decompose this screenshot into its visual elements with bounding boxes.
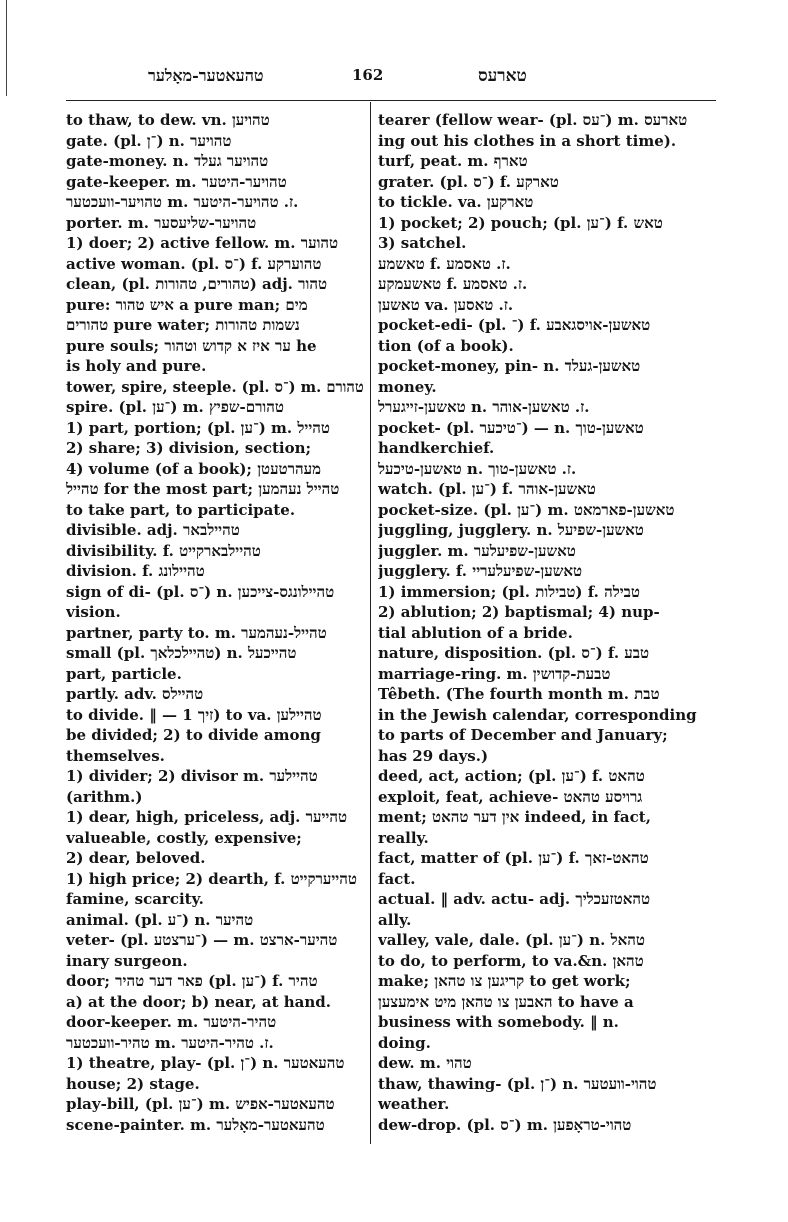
right-entry-line-text: dew. m. טהוי bbox=[378, 1054, 472, 1072]
left-entry-line bbox=[66, 1074, 364, 1095]
right-entry-line-text: ment; אין דער טהאט indeed, in fact, bbox=[378, 808, 651, 826]
right-entry-line-text: pocket- (pl. ־טיכער) — n. טאשען-טוך bbox=[378, 418, 644, 437]
left-entry-line-text: divisibility. f. טהיילבארקייט bbox=[66, 541, 261, 560]
right-entry-line-text: actual. ‖ adv. actu- adj. טהאטזעכליך bbox=[378, 890, 651, 908]
right-entry-line-text: business with somebody. ‖ n. bbox=[378, 1013, 619, 1031]
right-entry-line bbox=[378, 766, 716, 787]
left-entry-line-text: to take part, to participate. bbox=[66, 500, 296, 519]
right-entry-line-text: pocket-money, pin- n. טאשען-געלד bbox=[378, 357, 641, 375]
right-entry-line bbox=[378, 889, 716, 910]
left-entry-line bbox=[66, 438, 364, 459]
right-entry-line bbox=[378, 418, 716, 439]
right-entry-line bbox=[378, 602, 716, 623]
left-entry-line-text: pure souls; ער איז א קדוש וטהור he bbox=[66, 336, 317, 355]
right-entry-line-text: money. bbox=[378, 377, 437, 396]
left-entry-line-text: part, particle. bbox=[66, 664, 182, 683]
left-entry-line bbox=[66, 951, 364, 972]
right-entry-line-text: 1) pocket; 2) pouch; (pl. ־ען) f. טאש bbox=[378, 213, 663, 232]
right-entry-line-text: to tickle. va. טארקען bbox=[378, 193, 534, 211]
left-column bbox=[66, 110, 364, 1135]
right-entry-line bbox=[378, 131, 716, 152]
right-entry-line bbox=[378, 705, 716, 726]
left-entry-line bbox=[66, 479, 364, 500]
left-entry-line bbox=[66, 315, 364, 336]
right-entry-line-text: tial ablution of a bride. bbox=[378, 623, 573, 642]
left-entry-line-text: 1) part, portion; (pl. ־ען) m. טהייל bbox=[66, 418, 330, 437]
right-entry-line bbox=[378, 377, 716, 398]
right-entry-line bbox=[378, 336, 716, 357]
left-entry-line bbox=[66, 274, 364, 295]
right-entry-line-text: juggling, jugglery. n. טאשען-שפיעל bbox=[378, 521, 644, 539]
left-entry-line bbox=[66, 541, 364, 562]
right-entry-line-text: grater. (pl. ־ס) f. טארקע bbox=[378, 172, 559, 191]
left-entry-line bbox=[66, 971, 364, 992]
left-entry-line bbox=[66, 336, 364, 357]
right-entry-line-text: טאשען-זייגערל n. ז. טאשען-אוהר. bbox=[378, 398, 590, 416]
right-entry-line bbox=[378, 623, 716, 644]
right-entry-line bbox=[378, 787, 716, 808]
right-entry-line bbox=[378, 561, 716, 582]
left-entry-line-text: clean, (pl. טהורים, טהורות) adj. טהור bbox=[66, 275, 328, 293]
right-entry-line bbox=[378, 397, 716, 418]
right-entry-line bbox=[378, 848, 716, 869]
right-entry-line bbox=[378, 151, 716, 172]
left-entry-line-text: טהייל for the most part; טהייל נעהמען bbox=[66, 480, 340, 498]
right-entry-line-text: make; קריגען צו טהאן to get work; bbox=[378, 972, 631, 990]
left-entry-line-text: active woman. (pl. ־ס) f. טהוערקע bbox=[66, 254, 322, 273]
left-entry-line-text: inary surgeon. bbox=[66, 951, 188, 970]
left-entry-line-text: gate. (pl. ־ן) n. טהויער bbox=[66, 131, 232, 150]
right-entry-line-text: ing out his clothes in a short time). bbox=[378, 131, 677, 150]
right-entry-line bbox=[378, 930, 716, 951]
left-entry-line-text: play-bill, (pl. ־ען) m. טהעאטער-אפיש bbox=[66, 1095, 335, 1113]
left-entry-line bbox=[66, 766, 364, 787]
left-entry-line-text: door-keeper. m. טהיר-היטער bbox=[66, 1013, 277, 1031]
right-entry-line bbox=[378, 233, 716, 254]
left-entry-line bbox=[66, 377, 364, 398]
right-entry-line bbox=[378, 254, 716, 275]
left-entry-line bbox=[66, 192, 364, 213]
right-entry-line-text: 3) satchel. bbox=[378, 234, 467, 252]
left-entry-line-text: small (pl. טהיילכלאך) n. טהייכעל bbox=[66, 644, 297, 662]
right-entry-line-text: in the Jewish calendar, corresponding bbox=[378, 705, 697, 724]
right-entry-line-text: doing. bbox=[378, 1033, 431, 1052]
left-entry-line bbox=[66, 500, 364, 521]
left-entry-line bbox=[66, 930, 364, 951]
left-entry-line-text: 1) theatre, play- (pl. ־ן) n. טהעאטער bbox=[66, 1054, 345, 1072]
right-entry-line bbox=[378, 684, 716, 705]
right-entry-line-text: fact. bbox=[378, 869, 416, 888]
left-entry-line bbox=[66, 1012, 364, 1033]
right-entry-line bbox=[378, 1115, 716, 1136]
page-edge-line bbox=[6, 0, 7, 96]
left-entry-line-text: 1) dear, high, priceless, adj. טהייער bbox=[66, 808, 348, 826]
right-entry-line bbox=[378, 869, 716, 890]
left-entry-line-text: tower, spire, steeple. (pl. ־ס) m. טהורם bbox=[66, 377, 364, 396]
left-entry-line bbox=[66, 869, 364, 890]
left-entry-line-text: be divided; 2) to divide among bbox=[66, 726, 321, 744]
right-entry-line-text: 2) ablution; 2) baptismal; 4) nup- bbox=[378, 603, 660, 621]
left-entry-line-text: 1) high price; 2) dearth, f. טהייערקייט bbox=[66, 869, 357, 888]
right-entry-line-text: juggler. m. טאשען-שפיעלער bbox=[378, 541, 576, 560]
left-entry-line-text: divisible. adj. טהיילבאר bbox=[66, 521, 240, 539]
left-entry-line bbox=[66, 1053, 364, 1074]
left-entry-line bbox=[66, 828, 364, 849]
right-entry-line-text: tearer (fellow wear- (pl. ־עס) m. טארעס bbox=[378, 111, 688, 129]
left-entry-line-text: sign of di- (pl. ־ס) n. טהיילונגס-צייכען bbox=[66, 582, 335, 601]
left-entry-line bbox=[66, 807, 364, 828]
right-entry-line-text: dew-drop. (pl. ־ס) m. טהוי-טראָפען bbox=[378, 1115, 632, 1134]
right-entry-line-text: to do, to perform, to va.&n. טהאן bbox=[378, 951, 644, 970]
left-entry-line-text: division. f. טהיילונג bbox=[66, 562, 205, 580]
column-separator bbox=[370, 102, 371, 1144]
right-entry-line-text: nature, disposition. (pl. ־ס) f. טבע bbox=[378, 644, 650, 662]
right-entry-line-text: weather. bbox=[378, 1095, 450, 1113]
left-entry-line bbox=[66, 910, 364, 931]
left-entry-line bbox=[66, 110, 364, 131]
page-number: 162 bbox=[352, 66, 384, 84]
left-entry-line bbox=[66, 992, 364, 1013]
right-entry-line bbox=[378, 479, 716, 500]
left-entry-line-text: gate-keeper. m. טהויער-היטער bbox=[66, 172, 287, 191]
left-entry-line-text: 4) volume (of a book); מעהרטעטן bbox=[66, 459, 321, 478]
right-entry-line bbox=[378, 992, 716, 1013]
left-entry-line bbox=[66, 643, 364, 664]
left-entry-line-text: vision. bbox=[66, 603, 121, 621]
left-entry-line-text: scene-painter. m. טהעאטער-מאָלער bbox=[66, 1115, 325, 1134]
left-entry-line-text: pure: איש טהור a pure man; מים bbox=[66, 295, 308, 314]
left-entry-line bbox=[66, 295, 364, 316]
right-entry-line bbox=[378, 1033, 716, 1054]
right-entry-line-text: handkerchief. bbox=[378, 439, 495, 457]
right-entry-line-text: fact, matter of (pl. ־ען) f. טהאט-זאך bbox=[378, 849, 649, 867]
right-entry-line bbox=[378, 951, 716, 972]
right-entry-line-text: האבען צו טהאן מיט אימעצען to have a bbox=[378, 992, 634, 1011]
left-entry-line-text: animal. (pl. ־ע) n. טהיער bbox=[66, 910, 254, 929]
header-rule bbox=[66, 100, 716, 101]
right-entry-line-text: really. bbox=[378, 828, 429, 847]
left-entry-line-text: porter. m. טהויער-שליעסער bbox=[66, 213, 257, 232]
left-entry-line bbox=[66, 746, 364, 767]
left-entry-line-text: (arithm.) bbox=[66, 787, 143, 806]
left-entry-line-text: door; פאר דער טהיר (pl. ־ען) f. טהיר bbox=[66, 972, 318, 990]
right-entry-line-text: טאשען va. ז. טאסען. bbox=[378, 295, 514, 314]
right-entry-line bbox=[378, 213, 716, 234]
right-entry-line-text: טאשעמקע f. ז. טאסמע. bbox=[378, 275, 528, 293]
left-entry-line-text: partly. adv. טהיילס bbox=[66, 685, 204, 703]
right-entry-line bbox=[378, 828, 716, 849]
left-entry-line-text: to divide. ‖ — זיך 1) to va. טהיילען bbox=[66, 705, 322, 724]
left-entry-line-text: 2) share; 3) division, section; bbox=[66, 439, 312, 457]
right-entry-line bbox=[378, 172, 716, 193]
left-entry-line-text: spire. (pl. ־ען) m. טהורם-שפיץ bbox=[66, 398, 284, 416]
right-entry-line-text: jugglery. f. טאשען-שפיעלעריי bbox=[378, 562, 583, 580]
left-entry-line bbox=[66, 356, 364, 377]
left-entry-line-text: טהיר-וועכטער m. ז. טהיר-היטער. bbox=[66, 1033, 274, 1052]
right-entry-line-text: watch. (pl. ־ען) f. טאשען-אוהר bbox=[378, 480, 596, 498]
left-entry-line bbox=[66, 602, 364, 623]
right-entry-line bbox=[378, 520, 716, 541]
left-entry-line bbox=[66, 131, 364, 152]
right-entry-line bbox=[378, 643, 716, 664]
right-entry-line bbox=[378, 356, 716, 377]
right-entry-line-text: 1) immersion; (pl. טבילות) f. טבילה bbox=[378, 582, 640, 601]
right-entry-line-text: deed, act, action; (pl. ־ען) f. טהאט bbox=[378, 767, 645, 785]
right-entry-line-text: tion (of a book). bbox=[378, 336, 514, 355]
right-entry-line bbox=[378, 295, 716, 316]
right-entry-line bbox=[378, 1012, 716, 1033]
left-entry-line bbox=[66, 787, 364, 808]
left-entry-line bbox=[66, 459, 364, 480]
left-entry-line bbox=[66, 418, 364, 439]
right-entry-line-text: thaw, thawing- (pl. ־ן) n. טהוי-וועטער bbox=[378, 1074, 657, 1093]
right-entry-line bbox=[378, 725, 716, 746]
right-entry-line-text: has 29 days.) bbox=[378, 746, 489, 765]
right-entry-line bbox=[378, 807, 716, 828]
left-entry-line-text: 1) doer; 2) active fellow. m. טהוער bbox=[66, 234, 339, 252]
right-entry-line-text: exploit, feat, achieve- גרויסע טהאט bbox=[378, 787, 643, 806]
left-entry-line bbox=[66, 254, 364, 275]
left-entry-line-text: to thaw, to dew. vn. טהויען bbox=[66, 111, 270, 129]
left-entry-line bbox=[66, 233, 364, 254]
left-entry-line bbox=[66, 582, 364, 603]
right-entry-line-text: Têbeth. (The fourth month m. טבת bbox=[378, 685, 660, 703]
left-entry-line-text: gate-money. n. טהויער געלד bbox=[66, 152, 269, 170]
right-entry-line-text: ally. bbox=[378, 910, 412, 929]
right-entry-line bbox=[378, 582, 716, 603]
left-entry-line bbox=[66, 1094, 364, 1115]
left-entry-line bbox=[66, 213, 364, 234]
right-entry-line bbox=[378, 315, 716, 336]
left-entry-line bbox=[66, 889, 364, 910]
left-entry-line bbox=[66, 561, 364, 582]
right-entry-line bbox=[378, 1094, 716, 1115]
left-entry-line bbox=[66, 623, 364, 644]
left-entry-line-text: house; 2) stage. bbox=[66, 1074, 200, 1093]
right-entry-line bbox=[378, 459, 716, 480]
right-entry-line bbox=[378, 500, 716, 521]
right-entry-line bbox=[378, 1074, 716, 1095]
left-entry-line-text: veter- (pl. ־ערצטע) — m. טהיער-ארצט bbox=[66, 931, 338, 949]
right-entry-line bbox=[378, 438, 716, 459]
running-head-right: טארעס bbox=[478, 66, 527, 86]
left-entry-line-text: a) at the door; b) near, at hand. bbox=[66, 992, 332, 1011]
left-entry-line-text: valueable, costly, expensive; bbox=[66, 828, 302, 847]
left-entry-line bbox=[66, 1033, 364, 1054]
left-entry-line-text: טהויער-וועכטער m. ז. טהויער-היטער. bbox=[66, 193, 299, 211]
right-entry-line-text: pocket-edi- (pl. ־) f. טאשען-אויסגאבע bbox=[378, 316, 651, 334]
left-entry-line bbox=[66, 172, 364, 193]
left-entry-line bbox=[66, 151, 364, 172]
left-entry-line bbox=[66, 520, 364, 541]
left-entry-line bbox=[66, 705, 364, 726]
left-entry-line bbox=[66, 848, 364, 869]
left-entry-line-text: 2) dear, beloved. bbox=[66, 849, 206, 867]
running-head-left: טהעאטער-מאָלער bbox=[148, 66, 264, 85]
right-column bbox=[378, 110, 716, 1135]
right-entry-line bbox=[378, 541, 716, 562]
right-entry-line bbox=[378, 274, 716, 295]
left-entry-line-text: טהורים pure water; נשמות טהורות bbox=[66, 316, 300, 334]
left-entry-line bbox=[66, 664, 364, 685]
right-entry-line-text: pocket-size. (pl. ־ען) m. טאשען-פארמאט bbox=[378, 500, 675, 519]
right-entry-line-text: marriage-ring. m. טבעת-קדושין bbox=[378, 664, 611, 683]
left-entry-line-text: partner, party to. m. טהייל-נעהמער bbox=[66, 623, 327, 642]
right-entry-line bbox=[378, 971, 716, 992]
right-entry-line-text: turf, peat. m. טארף bbox=[378, 152, 528, 170]
left-entry-line bbox=[66, 397, 364, 418]
right-entry-line-text: טאשען-טיכעל n. ז. טאשען-טוך. bbox=[378, 459, 577, 478]
left-entry-line bbox=[66, 684, 364, 705]
left-entry-line bbox=[66, 725, 364, 746]
right-entry-line-text: valley, vale, dale. (pl. ־ען) n. טהאל bbox=[378, 931, 645, 949]
left-entry-line-text: 1) divider; 2) divisor m. טהיילער bbox=[66, 767, 318, 785]
right-entry-line bbox=[378, 192, 716, 213]
left-entry-line-text: is holy and pure. bbox=[66, 357, 207, 375]
right-entry-line bbox=[378, 664, 716, 685]
right-entry-line bbox=[378, 110, 716, 131]
left-entry-line-text: themselves. bbox=[66, 746, 165, 765]
right-entry-line-text: to parts of December and January; bbox=[378, 726, 668, 744]
left-entry-line bbox=[66, 1115, 364, 1136]
left-entry-line-text: famine, scarcity. bbox=[66, 890, 204, 908]
right-entry-line bbox=[378, 1053, 716, 1074]
right-entry-line-text: טאשמע f. ז. טאסמע. bbox=[378, 254, 511, 273]
right-entry-line bbox=[378, 910, 716, 931]
right-entry-line bbox=[378, 746, 716, 767]
